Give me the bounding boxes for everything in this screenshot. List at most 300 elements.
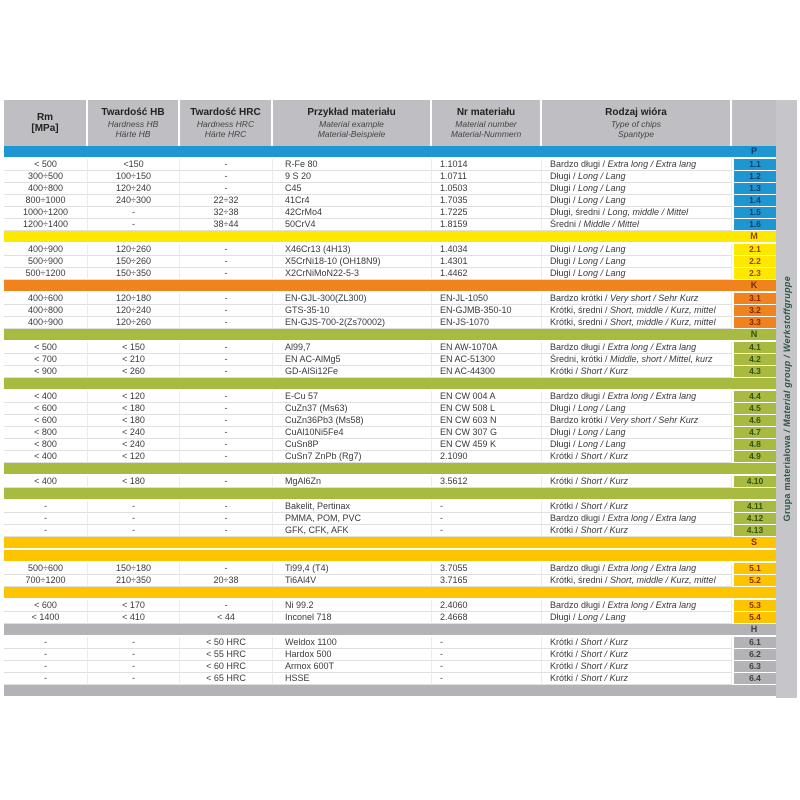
band-spacer bbox=[4, 231, 732, 242]
hardness-hb-value: 240÷300 bbox=[88, 195, 180, 207]
column-header-line: Type of chips bbox=[611, 119, 661, 129]
material-example: 42CrMo4 bbox=[273, 207, 432, 219]
material-row-4.9 bbox=[4, 451, 776, 463]
chip-type bbox=[542, 391, 732, 403]
material-example: CuZn37 (Ms63) bbox=[273, 403, 432, 415]
hardness-hb-value: 150÷260 bbox=[88, 256, 180, 268]
hardness-hb-value: - bbox=[88, 501, 180, 513]
chip-type-pl: Długi / bbox=[550, 403, 579, 413]
material-row-1.2 bbox=[4, 171, 776, 183]
hardness-hrc-value: - bbox=[180, 451, 273, 463]
hardness-hrc-value: 38÷44 bbox=[180, 219, 273, 231]
group-code: 5.1 bbox=[732, 563, 776, 575]
material-example: C45 bbox=[273, 183, 432, 195]
hardness-hb-value: < 240 bbox=[88, 427, 180, 439]
section-letter-p: P bbox=[750, 146, 757, 156]
chip-type-pl: Długi / bbox=[550, 439, 579, 449]
rm-value: < 600 bbox=[4, 403, 88, 415]
column-header-line: Twardość HB bbox=[101, 107, 165, 118]
group-code: 4.6 bbox=[732, 415, 776, 427]
section-letter-h: H bbox=[750, 624, 758, 634]
hardness-hb-value: < 180 bbox=[88, 415, 180, 427]
band-spacer bbox=[4, 329, 732, 340]
chip-type-pl: Krótki / bbox=[550, 476, 581, 486]
rm-value: - bbox=[4, 661, 88, 673]
hardness-hrc-value: - bbox=[180, 293, 273, 305]
rm-value: < 800 bbox=[4, 439, 88, 451]
chip-type-intl: Short / Kurz bbox=[580, 661, 629, 671]
material-number: 1.0503 bbox=[432, 183, 542, 195]
hardness-hrc-value: < 44 bbox=[180, 612, 273, 624]
hardness-hb-value: 210÷350 bbox=[88, 575, 180, 587]
column-header-line: Härte HRC bbox=[204, 129, 247, 139]
material-row-1.5 bbox=[4, 207, 776, 219]
material-number: - bbox=[432, 661, 542, 673]
chip-type-intl: Long / Lang bbox=[578, 612, 626, 622]
group-code: 4.1 bbox=[732, 342, 776, 354]
group-code: 1.4 bbox=[732, 195, 776, 207]
group-code: 6.1 bbox=[732, 637, 776, 649]
group-code: 3.1 bbox=[732, 293, 776, 305]
material-number: 1.4034 bbox=[432, 244, 542, 256]
column-header-line: Nr materiału bbox=[456, 107, 516, 118]
hardness-hrc-value: - bbox=[180, 439, 273, 451]
section-letter-n: N bbox=[750, 329, 758, 339]
material-row-4.11 bbox=[4, 501, 776, 513]
material-row-2.2 bbox=[4, 256, 776, 268]
chip-type-intl: Short / Kurz bbox=[580, 673, 629, 683]
hardness-hb-value: - bbox=[88, 513, 180, 525]
column-header-line: Twardość HRC bbox=[190, 107, 261, 118]
material-row-4.8 bbox=[4, 439, 776, 451]
chip-type-pl: Długi, średni / bbox=[550, 207, 608, 217]
rm-value: - bbox=[4, 649, 88, 661]
material-row-3.1 bbox=[4, 293, 776, 305]
separator-band bbox=[4, 587, 776, 598]
chip-type-pl: Bardzo długi / bbox=[550, 159, 608, 169]
chip-type bbox=[542, 354, 732, 366]
rm-value: < 400 bbox=[4, 451, 88, 463]
chip-type bbox=[542, 305, 732, 317]
group-code: 4.13 bbox=[732, 525, 776, 537]
rm-value: < 700 bbox=[4, 354, 88, 366]
chip-type-pl: Długi / bbox=[550, 427, 579, 437]
material-row-2.1 bbox=[4, 244, 776, 256]
rm-value: < 400 bbox=[4, 476, 88, 488]
hardness-hrc-value: - bbox=[180, 305, 273, 317]
column-header-1 bbox=[88, 100, 180, 146]
material-example: Al99,7 bbox=[273, 342, 432, 354]
band-letterbox bbox=[732, 587, 776, 598]
hardness-hrc-value: - bbox=[180, 476, 273, 488]
material-example: GFK, CFK, AFK bbox=[273, 525, 432, 537]
band-letterbox bbox=[732, 463, 776, 474]
chip-type bbox=[542, 366, 732, 378]
hardness-hrc-value: - bbox=[180, 317, 273, 329]
section-letter-k: K bbox=[750, 280, 758, 290]
rm-value: < 500 bbox=[4, 342, 88, 354]
material-row-1.3 bbox=[4, 183, 776, 195]
chip-type-intl: Short, middle / Kurz, mittel bbox=[610, 317, 716, 327]
material-row-3.2 bbox=[4, 305, 776, 317]
material-number: 2.1090 bbox=[432, 451, 542, 463]
material-row-5.2 bbox=[4, 575, 776, 587]
material-number: EN AC-51300 bbox=[432, 354, 542, 366]
chip-type-pl: Krótki / bbox=[550, 366, 581, 376]
chip-type-intl: Extra long / Extra lang bbox=[607, 563, 697, 573]
material-example: GTS-35-10 bbox=[273, 305, 432, 317]
rm-value: 500÷900 bbox=[4, 256, 88, 268]
material-row-2.3 bbox=[4, 268, 776, 280]
material-number: 3.7055 bbox=[432, 563, 542, 575]
material-example: X5CrNi18-10 (OH18N9) bbox=[273, 256, 432, 268]
band-letterbox bbox=[732, 488, 776, 499]
column-header-line: Hardness HRC bbox=[196, 119, 255, 129]
section-band-s bbox=[4, 537, 776, 548]
chip-type bbox=[542, 612, 732, 624]
material-example: Ti99,4 (T4) bbox=[273, 563, 432, 575]
hardness-hrc-value: - bbox=[180, 391, 273, 403]
material-row-4.7 bbox=[4, 427, 776, 439]
material-row-6.3 bbox=[4, 661, 776, 673]
group-code: 4.3 bbox=[732, 366, 776, 378]
hardness-hb-value: < 260 bbox=[88, 366, 180, 378]
group-code: 4.9 bbox=[732, 451, 776, 463]
rm-value: 400÷600 bbox=[4, 293, 88, 305]
group-code: 6.4 bbox=[732, 673, 776, 685]
rm-value: 700÷1200 bbox=[4, 575, 88, 587]
hardness-hb-value: < 170 bbox=[88, 600, 180, 612]
chip-type-intl: Long / Lang bbox=[578, 183, 626, 193]
material-number: 1.4301 bbox=[432, 256, 542, 268]
chip-type-pl: Krótki / bbox=[550, 649, 581, 659]
material-groups-table bbox=[4, 100, 776, 698]
material-example: EN-GJS-700-2(Zs70002) bbox=[273, 317, 432, 329]
chip-type-pl: Krótki / bbox=[550, 637, 581, 647]
chip-type-pl: Krótki / bbox=[550, 673, 581, 683]
band-spacer bbox=[4, 488, 732, 499]
chip-type-pl: Bardzo długi / bbox=[550, 513, 608, 523]
chip-type-intl: Extra long / Extra lang bbox=[607, 513, 697, 523]
chip-type-pl: Bardzo długi / bbox=[550, 600, 608, 610]
material-example: Bakelit, Pertinax bbox=[273, 501, 432, 513]
rm-value: - bbox=[4, 501, 88, 513]
sidebar-label-italic: / Material group / Werkstoffgruppe bbox=[781, 276, 792, 436]
column-header-4 bbox=[432, 100, 542, 146]
chip-type-pl: Krótki, średni / bbox=[550, 575, 611, 585]
band-spacer bbox=[4, 378, 732, 389]
chip-type bbox=[542, 342, 732, 354]
group-code: 4.10 bbox=[732, 476, 776, 488]
separator-band bbox=[4, 550, 776, 561]
chip-type-pl: Długi / bbox=[550, 195, 579, 205]
chip-type-intl: Short / Kurz bbox=[580, 649, 629, 659]
hardness-hrc-value: < 65 HRC bbox=[180, 673, 273, 685]
chip-type bbox=[542, 268, 732, 280]
band-spacer bbox=[4, 463, 732, 474]
hardness-hb-value: < 210 bbox=[88, 354, 180, 366]
hardness-hb-value: 150÷350 bbox=[88, 268, 180, 280]
column-header-line: Härte HB bbox=[115, 129, 151, 139]
chip-type bbox=[542, 513, 732, 525]
material-number: EN-GJMB-350-10 bbox=[432, 305, 542, 317]
hardness-hrc-value: 20÷38 bbox=[180, 575, 273, 587]
material-example: Ni 99.2 bbox=[273, 600, 432, 612]
material-example: HSSE bbox=[273, 673, 432, 685]
band-spacer bbox=[4, 624, 732, 635]
chip-type bbox=[542, 171, 732, 183]
material-number: EN-JL-1050 bbox=[432, 293, 542, 305]
chip-type-pl: Bardzo krótki / bbox=[550, 415, 611, 425]
material-example: X2CrNiMoN22-5-3 bbox=[273, 268, 432, 280]
material-row-1.1 bbox=[4, 159, 776, 171]
hardness-hrc-value: - bbox=[180, 563, 273, 575]
material-number: EN AC-44300 bbox=[432, 366, 542, 378]
hardness-hb-value: 150÷180 bbox=[88, 563, 180, 575]
material-example: CuSn7 ZnPb (Rg7) bbox=[273, 451, 432, 463]
chip-type-intl: Middle / Mittel bbox=[583, 219, 640, 229]
group-code: 4.11 bbox=[732, 501, 776, 513]
chip-type-intl: Long / Lang bbox=[578, 195, 626, 205]
column-header-line: Przykład materiału bbox=[307, 107, 396, 118]
column-header-line: Material-Nummern bbox=[450, 129, 522, 139]
material-example: PMMA, POM, PVC bbox=[273, 513, 432, 525]
rm-value: < 900 bbox=[4, 366, 88, 378]
separator-band bbox=[4, 463, 776, 474]
section-band-h bbox=[4, 624, 776, 635]
material-number: 1.4462 bbox=[432, 268, 542, 280]
chip-type-pl: Średni / bbox=[550, 219, 584, 229]
material-row-4.5 bbox=[4, 403, 776, 415]
group-code: 5.3 bbox=[732, 600, 776, 612]
hardness-hrc-value: - bbox=[180, 427, 273, 439]
chip-type-pl: Krótki / bbox=[550, 661, 581, 671]
hardness-hb-value: - bbox=[88, 219, 180, 231]
band-letterbox bbox=[732, 550, 776, 561]
chip-type bbox=[542, 673, 732, 685]
chip-type bbox=[542, 415, 732, 427]
material-example: EN-GJL-300(ZL300) bbox=[273, 293, 432, 305]
rm-value: - bbox=[4, 673, 88, 685]
sidebar-label-bold: Grupa materiałowa bbox=[781, 435, 792, 522]
material-row-4.12 bbox=[4, 513, 776, 525]
group-code: 1.6 bbox=[732, 219, 776, 231]
chip-type-intl: Short / Kurz bbox=[580, 476, 629, 486]
chip-type-intl: Extra long / Extra lang bbox=[607, 600, 697, 610]
column-header-line: Material example bbox=[319, 119, 384, 129]
chip-type bbox=[542, 661, 732, 673]
group-code: 4.12 bbox=[732, 513, 776, 525]
material-number: EN CW 508 L bbox=[432, 403, 542, 415]
band-spacer bbox=[4, 280, 732, 291]
material-row-4.3 bbox=[4, 366, 776, 378]
hardness-hrc-value: - bbox=[180, 513, 273, 525]
rm-value: - bbox=[4, 513, 88, 525]
chip-type-intl: Short, middle / Kurz, mittel bbox=[610, 575, 716, 585]
hardness-hrc-value: 32÷38 bbox=[180, 207, 273, 219]
hardness-hrc-value: - bbox=[180, 501, 273, 513]
chip-type-pl: Długi / bbox=[550, 256, 579, 266]
rm-value: 400÷900 bbox=[4, 244, 88, 256]
section-band-m bbox=[4, 231, 776, 242]
column-header-line: Rm bbox=[36, 112, 54, 123]
rm-value: - bbox=[4, 525, 88, 537]
group-code: 5.2 bbox=[732, 575, 776, 587]
table-body bbox=[4, 146, 776, 696]
group-code: 6.2 bbox=[732, 649, 776, 661]
material-row-6.4 bbox=[4, 673, 776, 685]
material-number: 2.4060 bbox=[432, 600, 542, 612]
hardness-hb-value: < 150 bbox=[88, 342, 180, 354]
material-row-4.1 bbox=[4, 342, 776, 354]
column-header-6 bbox=[732, 100, 776, 146]
material-example: CuAl10Ni5Fe4 bbox=[273, 427, 432, 439]
chip-type-intl: Long / Lang bbox=[578, 171, 626, 181]
material-number: - bbox=[432, 513, 542, 525]
chip-type bbox=[542, 256, 732, 268]
hardness-hrc-value: < 55 HRC bbox=[180, 649, 273, 661]
group-code: 3.2 bbox=[732, 305, 776, 317]
hardness-hb-value: 120÷260 bbox=[88, 244, 180, 256]
group-code: 1.2 bbox=[732, 171, 776, 183]
chip-type bbox=[542, 575, 732, 587]
chip-type bbox=[542, 159, 732, 171]
rm-value: < 1400 bbox=[4, 612, 88, 624]
chip-type-intl: Extra long / Extra lang bbox=[607, 159, 697, 169]
chip-type-pl: Bardzo długi / bbox=[550, 563, 608, 573]
material-number: EN-JS-1070 bbox=[432, 317, 542, 329]
group-code: 4.2 bbox=[732, 354, 776, 366]
column-header-line: Material-Beispiele bbox=[317, 129, 386, 139]
chip-type-intl: Very short / Sehr Kurz bbox=[610, 415, 699, 425]
material-example: 9 S 20 bbox=[273, 171, 432, 183]
chip-type bbox=[542, 476, 732, 488]
chip-type-pl: Długi / bbox=[550, 612, 579, 622]
band-spacer bbox=[4, 537, 732, 548]
chip-type bbox=[542, 293, 732, 305]
band-letterbox bbox=[732, 685, 776, 696]
rm-value: 1200÷1400 bbox=[4, 219, 88, 231]
material-row-4.4 bbox=[4, 391, 776, 403]
chip-type bbox=[542, 317, 732, 329]
material-number: 3.7165 bbox=[432, 575, 542, 587]
hardness-hrc-value: < 60 HRC bbox=[180, 661, 273, 673]
group-code: 5.4 bbox=[732, 612, 776, 624]
chip-type-pl: Bardzo długi / bbox=[550, 342, 608, 352]
hardness-hb-value: - bbox=[88, 661, 180, 673]
chip-type bbox=[542, 563, 732, 575]
material-row-6.2 bbox=[4, 649, 776, 661]
hardness-hrc-value: - bbox=[180, 366, 273, 378]
group-code: 4.5 bbox=[732, 403, 776, 415]
group-code: 4.8 bbox=[732, 439, 776, 451]
chip-type bbox=[542, 183, 732, 195]
table-header bbox=[4, 100, 776, 146]
hardness-hb-value: 120÷240 bbox=[88, 183, 180, 195]
chip-type-intl: Extra long / Extra lang bbox=[607, 391, 697, 401]
material-example: Armox 600T bbox=[273, 661, 432, 673]
rm-value: 400÷800 bbox=[4, 305, 88, 317]
hardness-hrc-value: - bbox=[180, 159, 273, 171]
hardness-hrc-value: - bbox=[180, 600, 273, 612]
group-code: 3.3 bbox=[732, 317, 776, 329]
material-row-5.3 bbox=[4, 600, 776, 612]
column-header-line: Rodzaj wióra bbox=[605, 107, 667, 118]
material-example: E-Cu 57 bbox=[273, 391, 432, 403]
column-header-3 bbox=[273, 100, 432, 146]
chip-type-pl: Bardzo krótki / bbox=[550, 293, 611, 303]
material-number: - bbox=[432, 673, 542, 685]
material-number: - bbox=[432, 525, 542, 537]
group-code: 1.5 bbox=[732, 207, 776, 219]
chip-type-intl: Very short / Sehr Kurz bbox=[610, 293, 699, 303]
band-spacer bbox=[4, 146, 732, 157]
material-row-6.1 bbox=[4, 637, 776, 649]
hardness-hb-value: - bbox=[88, 673, 180, 685]
hardness-hb-value: < 240 bbox=[88, 439, 180, 451]
column-header-line: Material number bbox=[455, 119, 517, 129]
hardness-hrc-value: - bbox=[180, 342, 273, 354]
material-row-4.10 bbox=[4, 476, 776, 488]
material-number: - bbox=[432, 649, 542, 661]
hardness-hb-value: - bbox=[88, 525, 180, 537]
chip-type-intl: Short / Kurz bbox=[580, 366, 629, 376]
material-row-5.1 bbox=[4, 563, 776, 575]
separator-band bbox=[4, 488, 776, 499]
chip-type bbox=[542, 403, 732, 415]
group-code: 1.3 bbox=[732, 183, 776, 195]
chip-type-pl: Krótki, średni / bbox=[550, 305, 611, 315]
material-row-4.2 bbox=[4, 354, 776, 366]
group-code: 6.3 bbox=[732, 661, 776, 673]
material-number: EN AW-1070A bbox=[432, 342, 542, 354]
rm-value: 400÷900 bbox=[4, 317, 88, 329]
column-header-line: [MPa] bbox=[31, 123, 59, 134]
material-example: CuSn8P bbox=[273, 439, 432, 451]
rm-value: 1000÷1200 bbox=[4, 207, 88, 219]
chip-type-intl: Short / Kurz bbox=[580, 637, 629, 647]
group-code: 1.1 bbox=[732, 159, 776, 171]
chip-type-pl: Krótki / bbox=[550, 525, 581, 535]
material-example: EN AC-AlMg5 bbox=[273, 354, 432, 366]
chip-type-intl: Extra long / Extra lang bbox=[607, 342, 697, 352]
hardness-hrc-value: - bbox=[180, 268, 273, 280]
rm-value: 500÷600 bbox=[4, 563, 88, 575]
chip-type bbox=[542, 637, 732, 649]
rm-value: 500÷1200 bbox=[4, 268, 88, 280]
hardness-hrc-value: - bbox=[180, 256, 273, 268]
hardness-hb-value: 120÷180 bbox=[88, 293, 180, 305]
material-example: GD-AlSi12Fe bbox=[273, 366, 432, 378]
hardness-hb-value: < 120 bbox=[88, 391, 180, 403]
material-group-sidebar bbox=[776, 100, 797, 698]
chip-type-intl: Long / Lang bbox=[578, 427, 626, 437]
chip-type-intl: Long, middle / Mittel bbox=[607, 207, 689, 217]
chip-type-intl: Short / Kurz bbox=[580, 451, 629, 461]
chip-type-pl: Długi / bbox=[550, 268, 579, 278]
chip-type bbox=[542, 244, 732, 256]
chip-type bbox=[542, 427, 732, 439]
chip-type-intl: Long / Lang bbox=[578, 256, 626, 266]
separator-band bbox=[4, 685, 776, 696]
material-group-sidebar-label bbox=[782, 276, 792, 521]
material-number: 1.7225 bbox=[432, 207, 542, 219]
hardness-hrc-value: < 50 HRC bbox=[180, 637, 273, 649]
band-spacer bbox=[4, 587, 732, 598]
rm-value: < 600 bbox=[4, 600, 88, 612]
chip-type bbox=[542, 219, 732, 231]
material-row-3.3 bbox=[4, 317, 776, 329]
